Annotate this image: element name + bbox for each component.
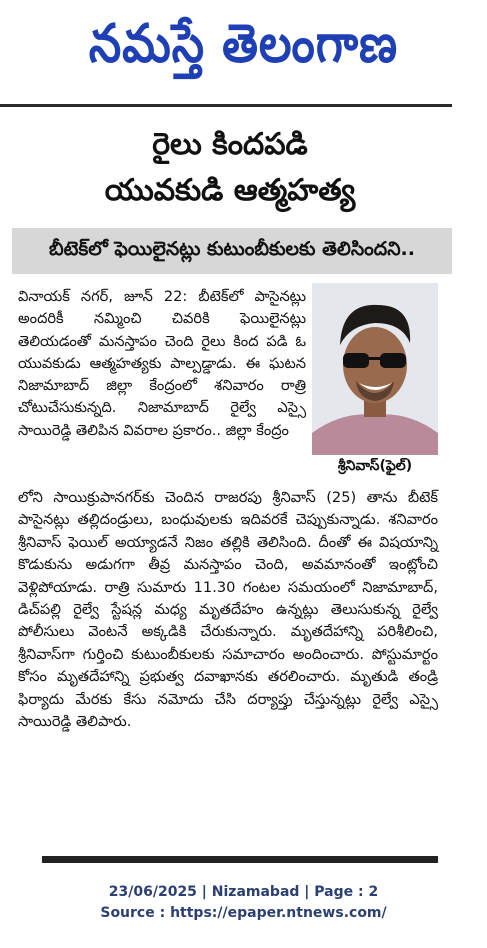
article-body-bottom bbox=[18, 487, 438, 733]
top-divider bbox=[0, 104, 452, 107]
article-body-top bbox=[18, 286, 306, 442]
masthead bbox=[0, 0, 487, 100]
bottom-divider bbox=[42, 856, 438, 863]
edition-info: 23/06/2025 | Nizamabad | Page : 2 bbox=[108, 884, 379, 900]
article-subheadline: బీటెక్‌లో ఫెయిలైనట్లు కుటుంబీకులకు తెలిసిందని.. bbox=[12, 228, 452, 274]
article-headline bbox=[20, 122, 440, 214]
headline-line-2: యువకుడి ఆత్మహత్య bbox=[104, 173, 356, 208]
source-link[interactable]: Source : https://epaper.ntnews.com/ bbox=[100, 905, 387, 921]
photo-caption: శ్రీనివాస్‌(ఫైల్‌) bbox=[337, 458, 413, 474]
source-footer bbox=[0, 882, 487, 924]
body-paragraph-top: వినాయక్‌ నగర్‌, జూన్‌ 22: బీటెక్‌లో పాసైనట్లు అందరికీ నమ్మించి చివరికి ఫెయిలైనట్లు తెలియడంతో మనస్తాపం చెంది రైలు కింద పడి ఓ యువకుడు ఆత్మహత్యకు పాల్పడ్డాడు. ఈ ఘటన నిజామాబాద్‌ జిల్లా కేంద్రంలో శనివారం రాత్రి చోటుచేసుకున్నది. నిజామాబాద్‌ రైల్వే ఎస్సై సాయిరెడ్డి తెలిపిన వివరాల ప్రకారం.. జిల్లా కేంద్రం bbox=[18, 288, 306, 439]
person-photo-icon bbox=[312, 283, 438, 455]
newspaper-logo: నమస్తే తెలంగాణ bbox=[88, 12, 399, 75]
article-photo bbox=[312, 283, 438, 455]
headline-line-1: రైలు కిందపడి bbox=[152, 127, 308, 162]
body-paragraph-bottom: లోని సాయిక్రుపానగర్‌కు చెందిన రాజరపు శ్రీనివాస్‌ (25) తాను బీటెక్‌ పాసైనట్లు తల్లిదండ్రులు, బంధువులకు ఇదివరకే చెప్పుకున్నాడు. శనివారం శ్రీనివాస్‌ ఫెయిల్‌ అయ్యాడనే నిజం తల్లికి తెలిసింది. దీంతో ఈ విషయాన్ని కొడుకును అడుగగా తీవ్ర మనస్తాపం చెంది, అవమానంతో ఇంట్లోంచి వెళ్లిపోయాడు. రాత్రి సుమారు 11.30 గంటల సమయంలో నిజామాబాద్‌, డిచ్‌పల్లి రైల్వే స్టేషన్ల మధ్య మృతదేహం ఉన్నట్లు తెలుసుకున్న రైల్వే పోలీసులు వెంటనే అక్కడికి చేరుకున్నారు. మృతదేహాన్ని పరిశీలించి, శ్రీనివాస్‌గా గుర్తించి కుటుంబీకులకు సమాచారం అందించారు. పోస్టుమార్టం కోసం మృతదేహాన్ని ప్రభుత్వ దవాఖానకు తరలించారు. మృతుడి తండ్రి ఫిర్యాదు మేరకు కేసు నమోదు చేసి దర్యాప్తు చేస్తున్నట్లు రైల్వే ఎస్సై సాయిరెడ్డి తెలిపారు. bbox=[18, 489, 438, 731]
